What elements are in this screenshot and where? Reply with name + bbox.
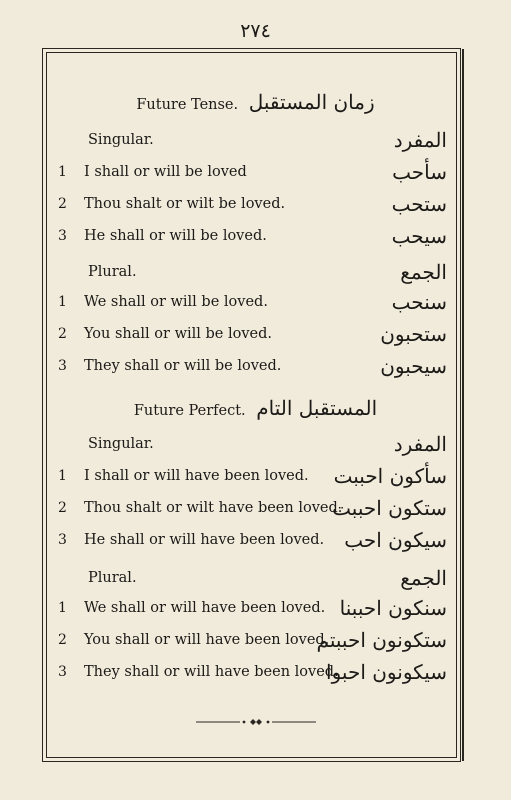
conjugation-row (0, 290, 511, 320)
arabic-form: سنحب (391, 290, 447, 314)
subheading-plural: Plural. (88, 264, 137, 280)
conjugation-row (0, 192, 511, 222)
subheading-singular-arabic: المفرد (393, 128, 447, 152)
english-form: You shall or will be loved. (84, 326, 273, 342)
english-form: Thou shalt or wilt be loved. (84, 196, 286, 212)
english-form: He shall or will have been loved. (84, 532, 325, 548)
subheading-plural-arabic: الجمع (400, 566, 447, 590)
section-heading-future-tense (0, 90, 511, 114)
conjugation-row (0, 628, 511, 658)
person-number: 3 (58, 664, 67, 680)
person-number: 3 (58, 358, 67, 374)
conjugation-row (0, 224, 511, 254)
arabic-form: سأكون احببت (333, 464, 447, 488)
conjugation-row (0, 660, 511, 690)
person-number: 2 (58, 632, 67, 648)
arabic-form: سأحب (392, 160, 447, 184)
conjugation-row (0, 160, 511, 190)
person-number: 1 (58, 164, 67, 180)
english-form: I shall or will be loved (84, 164, 247, 180)
conjugation-row (0, 496, 511, 526)
conjugation-row (0, 596, 511, 626)
heading-english: Future Tense. (136, 97, 239, 113)
arabic-form: سيحب (391, 224, 447, 248)
ornament-divider (0, 712, 511, 731)
ornament-divider-icon (196, 717, 316, 727)
arabic-form: سنكون احببنا (339, 596, 447, 620)
person-number: 3 (58, 228, 67, 244)
subheading-plural-arabic: الجمع (400, 260, 447, 284)
english-form: I shall or will have been loved. (84, 468, 309, 484)
conjugation-row (0, 528, 511, 558)
conjugation-row (0, 322, 511, 352)
conjugation-row (0, 464, 511, 494)
arabic-form: ستحب (391, 192, 447, 216)
heading-english: Future Perfect. (133, 403, 246, 419)
person-number: 2 (58, 500, 67, 516)
heading-arabic: المستقبل التام (256, 396, 378, 420)
section-heading-future-perfect (0, 396, 511, 420)
arabic-form: ستكون احببت (332, 496, 447, 520)
person-number: 3 (58, 532, 67, 548)
person-number: 1 (58, 600, 67, 616)
english-form: You shall or will have been loved. (84, 632, 330, 648)
english-form: We shall or will have been loved. (84, 600, 326, 616)
arabic-form: سيحبون (380, 354, 447, 378)
english-form: We shall or will be loved. (84, 294, 268, 310)
subheading-plural: Plural. (88, 570, 137, 586)
conjugation-row (0, 354, 511, 384)
person-number: 1 (58, 294, 67, 310)
arabic-form: سيكونون احبوا (326, 660, 447, 684)
page-number: ٢٧٤ (240, 20, 271, 42)
arabic-form: سيكون احب (344, 528, 447, 552)
subheading-singular: Singular. (88, 436, 154, 452)
subheading-singular: Singular. (88, 132, 154, 148)
person-number: 1 (58, 468, 67, 484)
arabic-form: ستكونون احببتم (316, 628, 447, 652)
person-number: 2 (58, 196, 67, 212)
english-form: They shall or will have been loved. (84, 664, 339, 680)
person-number: 2 (58, 326, 67, 342)
arabic-form: ستحبون (380, 322, 447, 346)
english-form: Thou shalt or wilt have been loved. (84, 500, 343, 516)
subheading-singular-arabic: المفرد (393, 432, 447, 456)
english-form: He shall or will be loved. (84, 228, 267, 244)
heading-arabic: زمان المستقبل (248, 90, 375, 114)
english-form: They shall or will be loved. (84, 358, 282, 374)
